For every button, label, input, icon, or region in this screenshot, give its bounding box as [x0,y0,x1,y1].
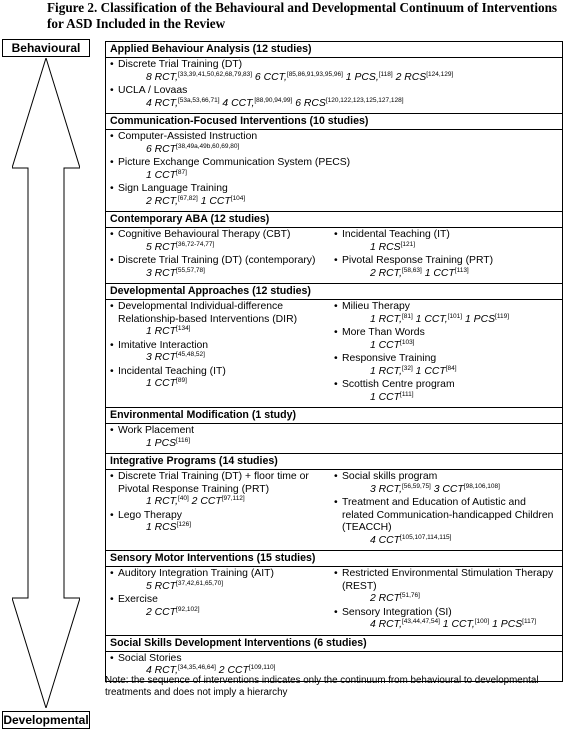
study-count: 1 PCS [146,437,177,449]
study-counts [334,242,558,255]
reference-list: [113] [454,266,469,274]
intervention-name: • Incidental Teaching (IT) [110,366,334,379]
study-count: 6 RCS [292,97,326,109]
reference-list: [87] [176,168,187,176]
reference-list: [134] [176,325,191,332]
study-counts [334,535,558,548]
section-heading: Applied Behaviour Analysis (12 studies) [106,42,562,58]
study-count: 1 CCT, [439,619,475,630]
reference-list: [88,90,94,99] [254,96,293,104]
reference-list: [81] [401,312,413,320]
study-counts [334,392,558,405]
study-count: 1 CCT [146,378,177,389]
reference-list: [98,106,108] [463,482,500,490]
section-column [334,471,558,548]
study-counts [334,593,558,606]
section-body [106,470,562,551]
study-counts [110,268,334,281]
study-count: 1 CCT [370,391,401,403]
intervention-name: • Social skills program [334,471,558,484]
developmental-label: Developmental [3,713,89,727]
reference-list: [37,42,61,65,70] [176,579,224,587]
section-column [110,425,558,451]
reference-list: [124,129] [426,70,454,78]
reference-list: [55,57,78] [176,266,205,274]
reference-list: [109,110] [248,664,276,671]
study-count: 2 RCT, [370,267,402,279]
section-body [106,228,562,284]
study-counts [110,72,558,85]
intervention-name: • Restricted Environmental Stimulation Therapy (REST) [334,568,558,593]
study-count: 1 RCT, [370,365,402,377]
reference-list: [45,48,52] [176,351,205,358]
section-column [110,59,558,111]
reference-list: [121] [400,240,416,248]
reference-list: [67,82] [177,194,198,202]
section-column [334,229,558,281]
intervention-name: • Exercise [110,594,334,607]
section-column [334,301,558,405]
reference-list: [120,122,123,125,127,128] [325,96,404,104]
reference-list: [38,49a,49b,60,69,80] [176,142,240,150]
intervention-name: • Auditory Integration Training (AIT) [110,568,334,581]
reference-list: [58,63] [401,266,422,274]
intervention-name: • Scottish Centre program [334,379,558,392]
study-count: 2 RCT [370,593,401,604]
reference-list: [43,44,47,54] [401,618,440,625]
reference-list: [104] [230,194,246,202]
study-count: 1 RCS [146,522,177,533]
study-count: 2 CCT [215,665,249,676]
intervention-name: • Social Stories [110,653,558,666]
study-counts [334,619,558,632]
study-count: 1 RCT, [370,313,402,325]
section-column [110,131,558,209]
section-heading: Social Skills Development Interventions (6 studies) [106,636,562,652]
study-count: 1 RCS [370,241,401,253]
intervention-name: • Pivotal Response Training (PRT) [334,255,558,268]
section-body [106,424,562,454]
study-count: 2 CCT [188,496,222,507]
table-note: Note: the sequence of interventions indicates only the continuum from behavioural to developmental treatments and does not imply a hierarchy [105,675,539,698]
study-counts [110,242,334,255]
study-count: 3 RCT, [370,483,402,495]
study-counts [334,340,558,353]
study-counts [334,268,558,281]
study-count: 1 CCT, [412,313,448,325]
intervention-name: • More Than Words [334,327,558,340]
reference-list: [111] [400,390,414,398]
intervention-name: • Responsive Training [334,353,558,366]
study-counts [110,326,334,339]
section-body [106,567,562,636]
study-counts [334,484,558,497]
study-counts [110,522,334,535]
reference-list: [116] [176,436,191,444]
study-counts [110,170,558,183]
reference-list: [34,35,46,64] [177,664,216,671]
study-counts [334,314,558,327]
reference-list: [89] [176,377,187,384]
study-count: 3 RCT [146,267,177,279]
study-counts [110,144,558,157]
intervention-name: • Discrete Trial Training (DT) + floor time or Pivotal Response Training (PRT) [110,471,334,496]
section-column [110,471,334,548]
reference-list: [51,76] [400,592,420,599]
reference-list: [84] [445,364,457,372]
section-heading: Sensory Motor Interventions (15 studies) [106,551,562,567]
study-count: 8 RCT, [146,71,178,83]
intervention-name: • Treatment and Education of Autistic and related Communication-handicapped Children (TEACCH) [334,497,558,535]
intervention-name: • Milieu Therapy [334,301,558,314]
study-count: 2 CCT [146,606,177,618]
study-count: 2 RCS [392,71,427,83]
section-column [334,568,558,633]
study-count: 4 CCT, [219,97,255,109]
intervention-name: • Developmental Individual-difference Relationship-based Interventions (DIR) [110,301,334,326]
reference-list: [101] [447,312,463,320]
reference-list: [100] [474,618,490,625]
study-counts [334,366,558,379]
section-heading: Contemporary ABA (12 studies) [106,212,562,228]
study-count: 3 RCT [146,352,177,363]
reference-list: [32] [401,364,413,372]
intervention-name: • UCLA / Lovaas [110,85,558,98]
study-count: 4 RCT, [370,619,402,630]
reference-list: [126] [176,521,192,528]
study-count: 1 PCS [489,619,523,630]
reference-list: [92,102] [176,605,200,613]
study-count: 1 CCT [421,267,455,279]
section-heading: Environmental Modification (1 study) [106,408,562,424]
reference-list: [33,39,41,50,62,68,79,83] [177,70,253,78]
study-counts [110,496,334,509]
behavioural-label: Behavioural [2,39,90,57]
reference-list: [118] [378,70,393,78]
study-count: 3 CCT [430,483,464,495]
study-count: 5 RCT [146,241,177,253]
study-count: 4 CCT [370,534,401,546]
study-count: 1 CCT [412,365,446,377]
section-heading: Integrative Programs (14 studies) [106,454,562,470]
study-count: 1 CCT [197,195,231,207]
reference-list: [119] [495,312,510,320]
reference-list: [56,59,75] [401,482,431,490]
intervention-name: • Picture Exchange Communication System (PECS) [110,157,558,170]
section-column [110,568,334,633]
study-count: 5 RCT [146,580,177,592]
section-heading: Communication-Focused Interventions (10 studies) [106,114,562,130]
reference-list: [103] [400,338,415,346]
study-count: 1 PCS [462,313,496,325]
study-counts [110,607,334,620]
intervention-name: • Computer-Assisted Instruction [110,131,558,144]
continuum-double-arrow [12,58,80,708]
section-body [106,130,562,212]
study-count: 4 RCT, [146,97,178,109]
figure-title: Figure 2. Classification of the Behavioural and Developmental Continuum of Interventions for ASD Included in the Review [47,0,558,31]
study-counts [110,98,558,111]
intervention-name: • Discrete Trial Training (DT) (contemporary) [110,255,334,268]
study-count: 4 RCT, [146,665,178,676]
reference-list: [85,86,91,93,95,96] [286,70,343,78]
study-counts [110,352,334,365]
intervention-name: • Work Placement [110,425,558,438]
section-body [106,300,562,408]
intervention-name: • Incidental Teaching (IT) [334,229,558,242]
reference-list: [53a,53,66,71] [177,96,220,104]
section-column [110,229,334,281]
reference-list: [97,112] [221,495,245,502]
study-counts [110,196,558,209]
intervention-name: • Cognitive Behavioural Therapy (CBT) [110,229,334,242]
intervention-classification-table [105,41,563,682]
section-column [110,301,334,405]
reference-list: [40] [177,495,189,502]
study-count: 2 RCT, [146,195,178,207]
intervention-name: • Lego Therapy [110,510,334,523]
section-body [106,58,562,114]
intervention-name: • Imitative Interaction [110,340,334,353]
intervention-name: • Discrete Trial Training (DT) [110,59,558,72]
reference-list: [105,107,114,115] [400,533,452,541]
section-heading: Developmental Approaches (12 studies) [106,284,562,300]
study-count: 1 RCT [146,326,177,337]
reference-list: [117] [522,618,537,625]
intervention-name: • Sign Language Training [110,183,558,196]
study-count: 6 RCT [146,143,177,155]
reference-list: [36,72-74,77] [176,240,215,248]
study-count: 1 RCT, [146,496,178,507]
intervention-name: • Sensory Integration (SI) [334,607,558,620]
study-count: 6 CCT, [252,71,287,83]
study-count: 1 PCS, [342,71,379,83]
study-counts [110,581,334,594]
study-count: 1 CCT [370,339,401,351]
study-counts [110,378,334,391]
study-counts [110,438,558,451]
study-count: 1 CCT [146,169,177,181]
